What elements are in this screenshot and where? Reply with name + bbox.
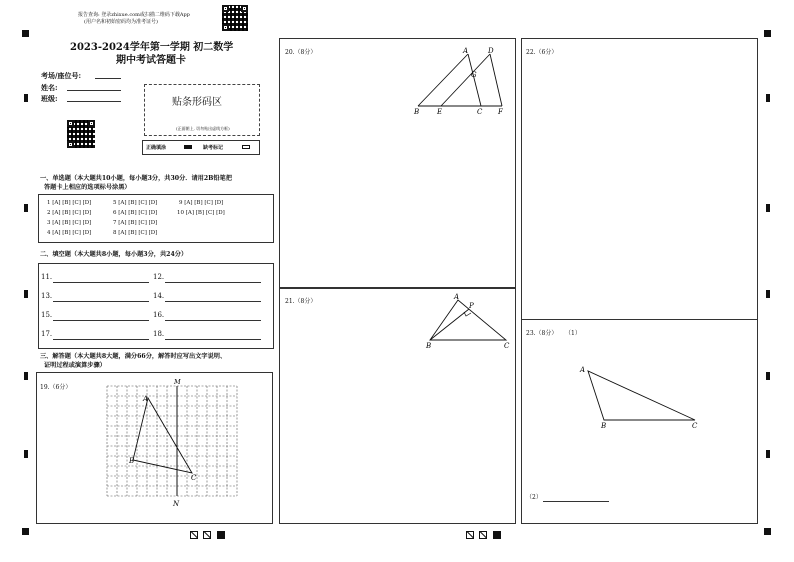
choice-5[interactable]: 5 [A] [B] [C] [D] (113, 200, 158, 206)
source-line-1: 报告查询: 登录zhixue.com或扫描二维码下载App (78, 12, 190, 18)
blank-12-label: 12. (153, 273, 165, 281)
qr-corner (67, 141, 74, 148)
timing-mark (764, 30, 771, 37)
absent-mark-box[interactable] (242, 145, 250, 149)
name-label: 姓名: (41, 83, 58, 92)
page-mark (493, 531, 501, 539)
blank-15-label: 15. (41, 311, 53, 319)
page-mark-box (203, 531, 211, 539)
timing-mark (24, 450, 28, 458)
q20-label-a: A (463, 47, 469, 55)
section3-heading-line2: 证明过程或演算步骤） (44, 362, 106, 369)
timing-mark (764, 528, 771, 535)
blank-17-field[interactable] (53, 339, 149, 340)
q20-label-d: D (488, 47, 494, 55)
blank-14-field[interactable] (165, 301, 261, 302)
q20-label-c: C (477, 108, 483, 116)
q20-figure (410, 44, 510, 116)
qr-corner (222, 24, 229, 31)
source-line-2: (用户名和初始密码均为准考证号) (84, 19, 158, 25)
q21-figure (422, 290, 514, 350)
q23-part2-label: （2） (526, 494, 542, 501)
q20-label: 20.（8分） (285, 49, 317, 56)
choice-2[interactable]: 2 [A] [B] [C] [D] (47, 210, 92, 216)
timing-mark (24, 290, 28, 298)
page-title: 2023-2024学年第一学期 初二数学 (70, 42, 234, 53)
q22-answer-box[interactable] (521, 38, 758, 320)
q23-part1-label: （1） (565, 330, 581, 337)
q23-label-a: A (580, 366, 586, 374)
blank-16-field[interactable] (165, 320, 261, 321)
q21-label-a: A (454, 293, 460, 301)
q19-label-b: B (129, 457, 135, 465)
absent-mark-label: 缺考标记 (203, 145, 224, 151)
q19-label: 19.（6分） (40, 384, 72, 391)
correct-fill-sample (184, 145, 192, 149)
blank-13-label: 13. (41, 292, 53, 300)
q20-label-e: E (437, 108, 443, 116)
section2-heading: 二、填空题（本大题共8小题，每小题3分，共24分） (40, 251, 188, 258)
q19-label-n: N (173, 500, 180, 508)
timing-mark (24, 204, 28, 212)
timing-mark (24, 372, 28, 380)
section1-heading-line2: 答题卡上相应的选项标号涂黑） (44, 184, 131, 191)
q23-figure (576, 362, 706, 434)
q20-label-b: B (414, 108, 420, 116)
timing-mark (22, 528, 29, 535)
qr-corner (88, 120, 95, 127)
timing-mark (24, 94, 28, 102)
q22-label: 22.（6分） (526, 49, 558, 56)
q20-label-g: G (471, 71, 477, 79)
blank-13-field[interactable] (53, 301, 149, 302)
blank-18-field[interactable] (165, 339, 261, 340)
q19-label-m: M (174, 378, 181, 386)
page-mark-box (190, 531, 198, 539)
page-mark-box (466, 531, 474, 539)
choice-4[interactable]: 4 [A] [B] [C] [D] (47, 230, 92, 236)
class-field[interactable] (67, 101, 121, 102)
timing-mark (766, 372, 770, 380)
page-mark (217, 531, 225, 539)
choice-9[interactable]: 9 [A] [B] [C] [D] (179, 200, 224, 206)
choice-1[interactable]: 1 [A] [B] [C] [D] (47, 200, 92, 206)
timing-mark (766, 204, 770, 212)
blank-18-label: 18. (153, 330, 165, 338)
q21-label-c: C (504, 342, 510, 350)
q19-label-c: C (191, 474, 197, 482)
correct-fill-label: 正确填涂 (146, 145, 167, 151)
blank-14-label: 14. (153, 292, 165, 300)
qr-corner (241, 5, 248, 12)
q19-label-a: A (143, 395, 149, 403)
choice-3[interactable]: 3 [A] [B] [C] [D] (47, 220, 92, 226)
barcode-note: (正面朝上, 切勿贴出虚线方框) (176, 126, 230, 131)
page-subtitle: 期中考试答题卡 (116, 55, 186, 66)
timing-mark (766, 94, 770, 102)
choice-6[interactable]: 6 [A] [B] [C] [D] (113, 210, 158, 216)
blank-15-field[interactable] (53, 320, 149, 321)
section1-heading-line1: 一、单选题（本大题共10小题，每小题3分，共30分．请用2B铅笔把 (40, 175, 232, 182)
qr-corner (222, 5, 229, 12)
blank-12-field[interactable] (165, 282, 261, 283)
q21-label-p: P (469, 302, 474, 310)
q21-label: 21.（8分） (285, 298, 317, 305)
timing-mark (766, 290, 770, 298)
room-seat-label: 考场/座位号: (41, 71, 82, 80)
blank-17-label: 17. (41, 330, 53, 338)
timing-mark (766, 450, 770, 458)
blank-16-label: 16. (153, 311, 165, 319)
timing-mark (22, 30, 29, 37)
class-label: 班级: (41, 94, 58, 103)
section3-heading-line1: 三、解答题（本大题共8大题，满分66分，解答时应写出文字说明、 (40, 353, 227, 360)
name-field[interactable] (67, 90, 121, 91)
q21-label-b: B (426, 342, 432, 350)
q23-label-b: B (601, 422, 607, 430)
choice-7[interactable]: 7 [A] [B] [C] [D] (113, 220, 158, 226)
choice-8[interactable]: 8 [A] [B] [C] [D] (113, 230, 158, 236)
page-mark-box (479, 531, 487, 539)
q23-part2-field[interactable] (543, 501, 609, 502)
qr-corner (67, 120, 74, 127)
q19-grid-figure (100, 376, 250, 508)
q23-label-c: C (692, 422, 698, 430)
barcode-title: 贴条形码区 (172, 97, 222, 108)
q20-label-f: F (498, 108, 503, 116)
blank-11-label: 11. (41, 273, 53, 281)
choice-10[interactable]: 10 [A] [B] [C] [D] (177, 210, 225, 216)
q23-label: 23.（8分） (526, 330, 558, 337)
blank-11-field[interactable] (53, 282, 149, 283)
room-seat-field[interactable] (95, 78, 121, 79)
